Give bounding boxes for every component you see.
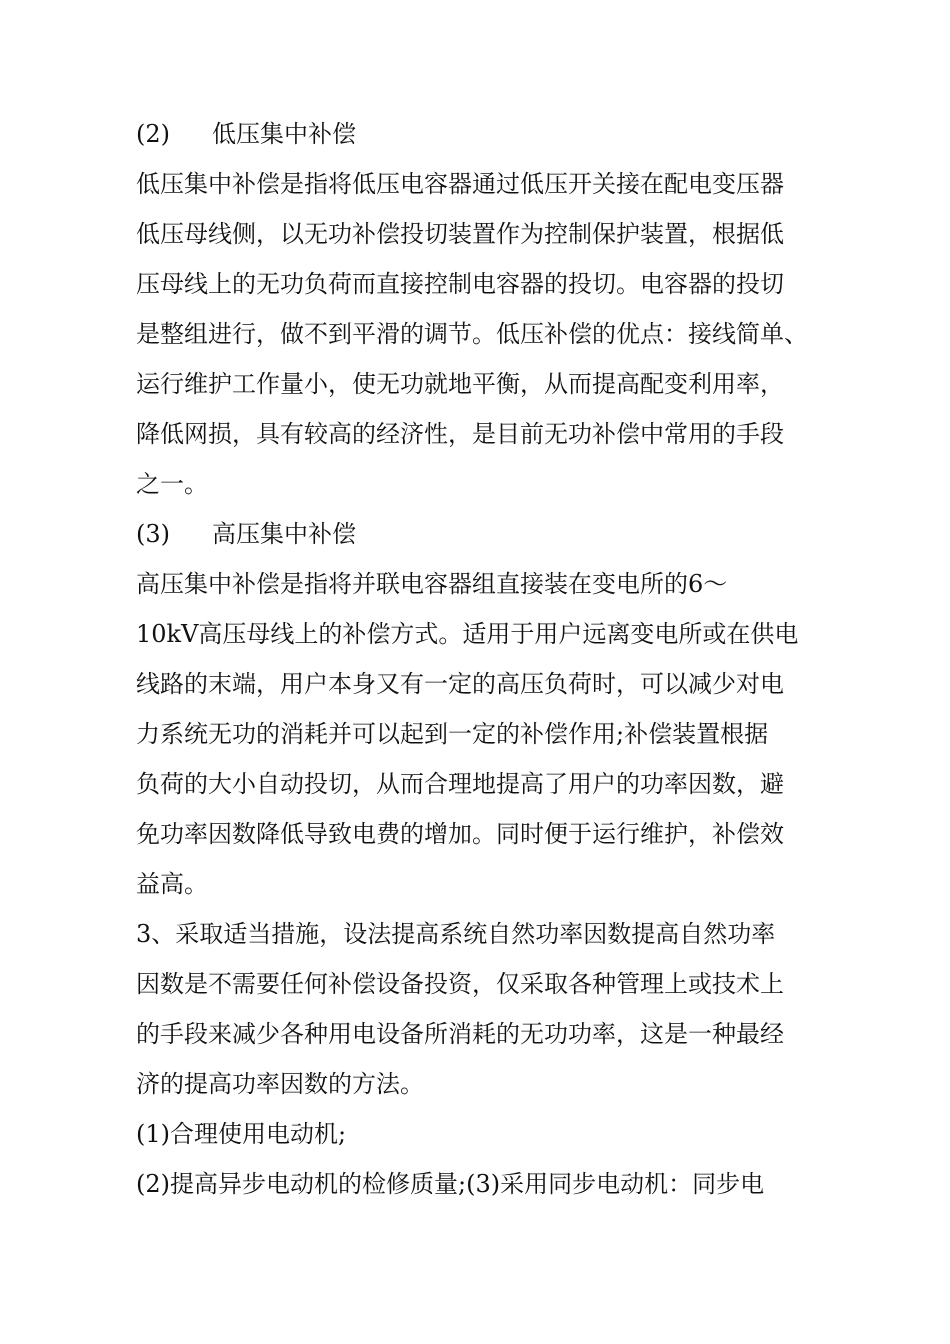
paragraph-line: 之一。 [136, 470, 208, 498]
paragraph-line: 的手段来减少各种用电设备所消耗的无功功率，这是一种最经 [136, 1020, 784, 1048]
paragraph-line: 降低网损，具有较高的经济性，是目前无功补偿中常用的手段 [136, 420, 784, 448]
list-item: (1)合理使用电动机; [136, 1120, 347, 1148]
paragraph-line: 低压母线侧，以无功补偿投切装置作为控制保护装置，根据低 [136, 220, 784, 248]
paragraph-line: 负荷的大小自动投切，从而合理地提高了用户的功率因数，避 [136, 770, 784, 798]
heading-number: (2) [136, 120, 170, 148]
heading-text: 低压集中补偿 [212, 120, 356, 148]
paragraph-line: 压母线上的无功负荷而直接控制电容器的投切。电容器的投切 [136, 270, 784, 298]
section-heading [136, 518, 856, 550]
paragraph-line: 3、采取适当措施，设法提高系统自然功率因数提高自然功率 [136, 920, 776, 948]
section-heading [136, 118, 856, 150]
paragraph-line: 运行维护工作量小，使无功就地平衡，从而提高配变利用率， [136, 370, 784, 398]
paragraph-line: 是整组进行，做不到平滑的调节。低压补偿的优点：接线简单、 [136, 320, 808, 348]
paragraph-line: 因数是不需要任何补偿设备投资，仅采取各种管理上或技术上 [136, 970, 784, 998]
paragraph-line: 力系统无功的消耗并可以起到一定的补偿作用;补偿装置根据 [136, 720, 769, 748]
paragraph-line: 高压集中补偿是指将并联电容器组直接装在变电所的6～ [136, 570, 728, 598]
heading-text: 高压集中补偿 [212, 520, 356, 548]
paragraph-line: 线路的末端，用户本身又有一定的高压负荷时，可以减少对电 [136, 670, 784, 698]
paragraph-line: 10kV高压母线上的补偿方式。适用于用户远离变电所或在供电 [136, 620, 799, 648]
paragraph-line: 益高。 [136, 870, 208, 898]
list-item: (2)提高异步电动机的检修质量;(3)采用同步电动机：同步电 [136, 1170, 765, 1198]
heading-number: (3) [136, 520, 170, 548]
paragraph-line: 济的提高功率因数的方法。 [136, 1070, 424, 1098]
paragraph-line: 免功率因数降低导致电费的增加。同时便于运行维护，补偿效 [136, 820, 784, 848]
paragraph-line: 低压集中补偿是指将低压电容器通过低压开关接在配电变压器 [136, 170, 784, 198]
